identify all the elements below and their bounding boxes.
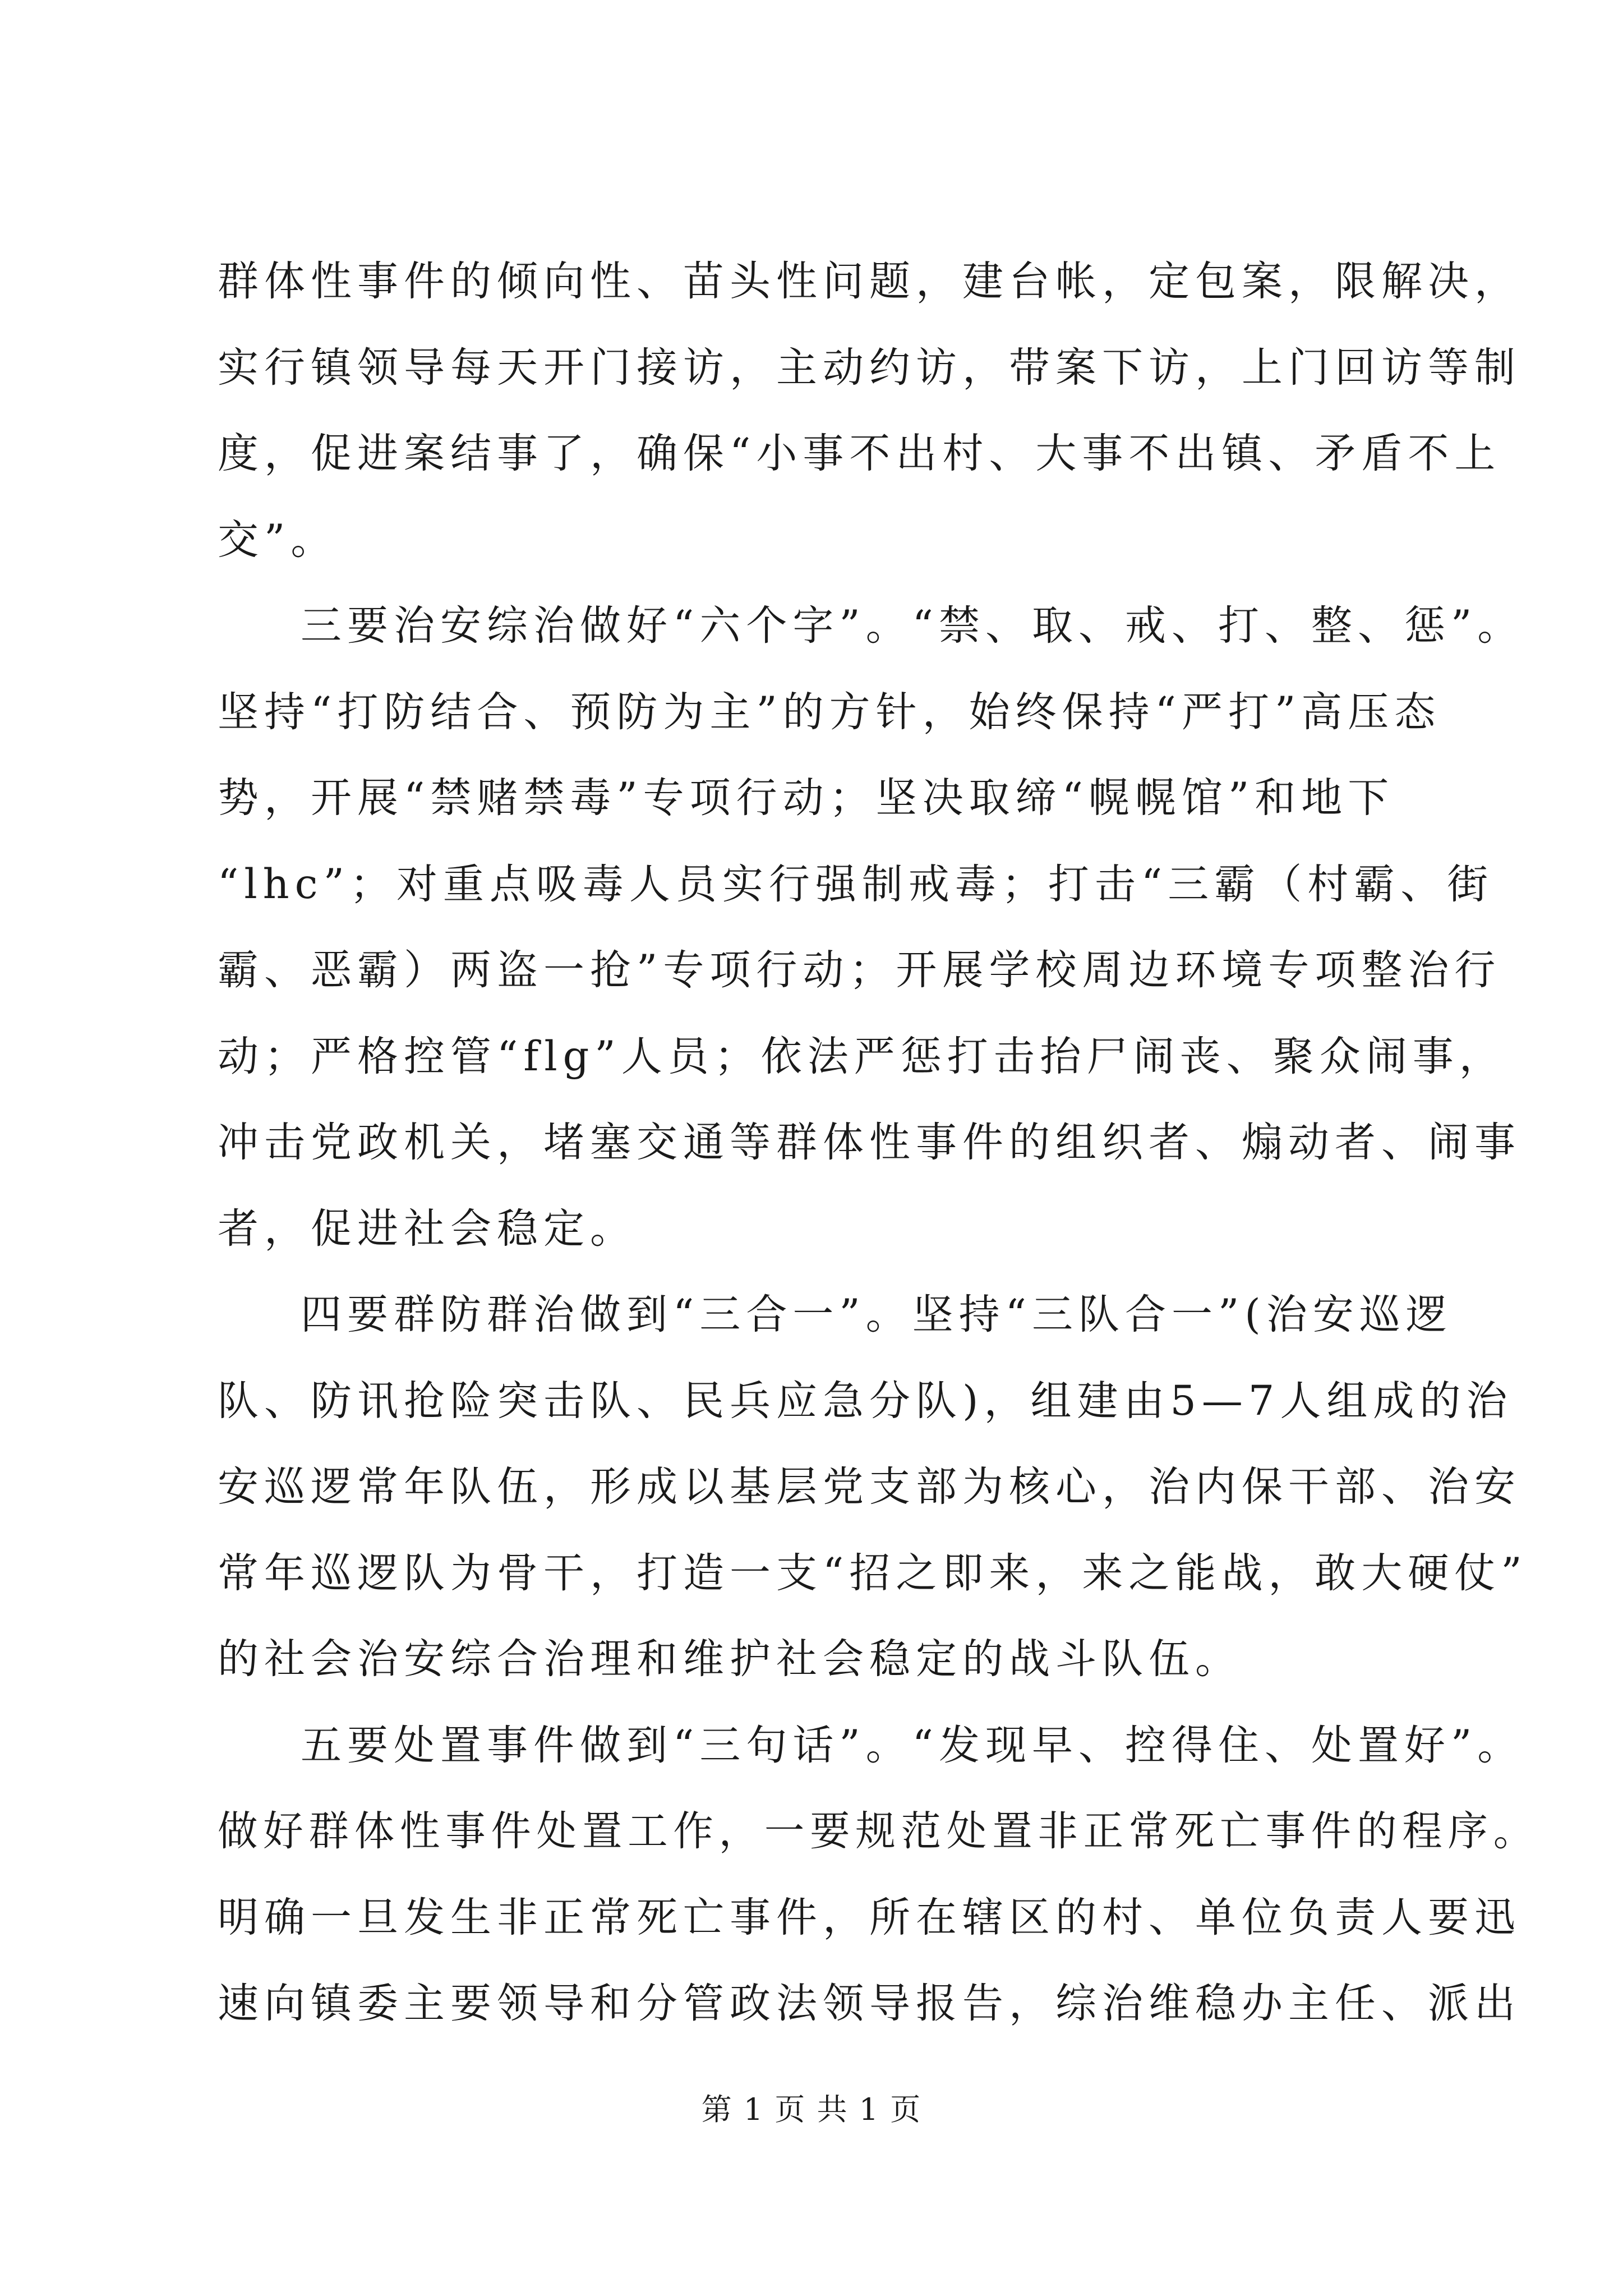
text-line: 霸、恶霸）两盗一抢”专项行动；开展学校周边环境专项整治行 — [218, 946, 1501, 994]
text-line: 实行镇领导每天开门接访，主动约访，带案下访，上门回访等制 — [218, 344, 1521, 392]
paragraph-first-line: 五要处置事件做到“三句话”。“发现早、控得住、处置好”。 — [301, 1722, 1524, 1769]
text-line: 势，开展“禁赌禁毒”专项行动；坚决取缔“幌幌馆”和地下 — [218, 774, 1395, 822]
page-number-footer: 第 1 页 共 1 页 — [701, 2092, 922, 2127]
text-line: 明确一旦发生非正常死亡事件，所在辖区的村、单位负责人要迅 — [218, 1894, 1521, 1941]
text-line: 的社会治安综合治理和维护社会稳定的战斗队伍。 — [218, 1635, 1242, 1683]
text-line: 队、防讯抢险突击队、民兵应急分队)，组建由5—7人组成的治 — [218, 1377, 1513, 1425]
text-line: 度，促进案结事了，确保“小事不出村、大事不出镇、矛盾不上 — [218, 430, 1501, 477]
text-line: “lhc”；对重点吸毒人员实行强制戒毒；打击“三霸（村霸、街 — [218, 861, 1494, 908]
text-line: 动；严格控管“flg”人员；依法严惩打击抬尸闹丧、聚众闹事， — [218, 1033, 1506, 1080]
text-line: 群体性事件的倾向性、苗头性问题，建台帐，定包案，限解决， — [218, 257, 1521, 305]
text-line: 常年巡逻队为骨干，打造一支“招之即来，来之能战，敢大硬仗” — [218, 1549, 1528, 1597]
paragraph-first-line: 四要群防群治做到“三合一”。坚持“三队合一”(治安巡逻 — [301, 1291, 1453, 1338]
text-line: 交”。 — [218, 516, 338, 564]
paragraph-first-line: 三要治安综治做好“六个字”。“禁、取、戒、打、整、惩”。 — [301, 602, 1524, 650]
text-line: 做好群体性事件处置工作，一要规范处置非正常死亡事件的程序。 — [218, 1807, 1539, 1855]
text-line: 冲击党政机关，堵塞交通等群体性事件的组织者、煽动者、闹事 — [218, 1119, 1521, 1166]
text-line: 安巡逻常年队伍，形成以基层党支部为核心，治内保干部、治安 — [218, 1463, 1521, 1511]
text-line: 速向镇委主要领导和分管政法领导报告，综治维稳办主任、派出 — [218, 1980, 1521, 2027]
text-line: 者，促进社会稳定。 — [218, 1205, 637, 1253]
text-line: 坚持“打防结合、预防为主”的方针，始终保持“严打”高压态 — [218, 688, 1441, 736]
